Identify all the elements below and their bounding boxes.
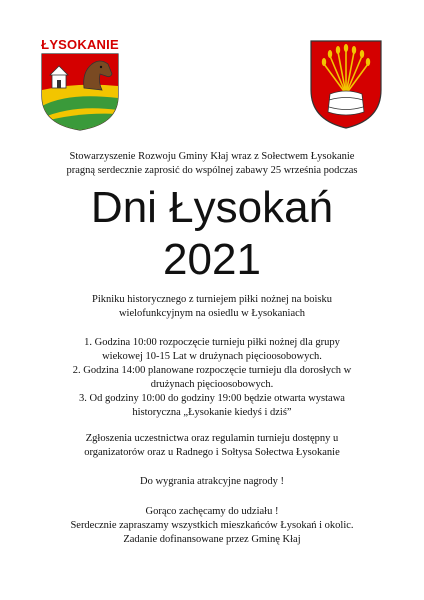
registration-line-2: organizatorów oraz u Radnego i Sołtysa Sołectwa Łysokanie — [84, 447, 340, 458]
program-item — [42, 364, 382, 392]
gmina-klaj-crest — [308, 38, 384, 130]
crest-label: ŁYSOKANIE — [41, 37, 119, 52]
program-item-line-2: wiekowej 10-15 Lat w drużynach pięcioosobowych. — [102, 351, 322, 362]
program-item-line-2: historyczna „Łysokanie kiedyś i dziś” — [132, 407, 292, 418]
program-item — [42, 336, 382, 364]
picnic-line-2: wielofunkcyjnym na osiedlu w Łysokaniach — [118, 308, 306, 319]
closing-line-1: Gorąco zachęcamy do udziału ! — [145, 506, 279, 517]
program-item-line-1: 3. Od godziny 10:00 do godziny 19:00 będzie otwarta wystawa — [79, 393, 345, 404]
event-title: Dni Łysokań — [90, 183, 334, 232]
lysokanie-crest-horse-house-icon — [38, 52, 122, 132]
closing-line-2: Serdecznie zapraszamy wszystkich mieszkańców Łysokań i okolic. — [70, 520, 354, 531]
program-list — [0, 336, 424, 420]
prizes-text: Do wygrania atrakcyjne nagrody ! — [139, 476, 285, 487]
picnic-line-1: Pikniku historycznego z turniejem piłki nożnej na boisku — [92, 294, 332, 305]
intro-line-2: pragną serdecznie zaprosić do wspólnej zabawy 25 września podczas — [66, 165, 358, 176]
closing-line-3: Zadanie dofinansowane przez Gminę Kłaj — [123, 534, 301, 545]
intro-line-1: Stowarzyszenie Rozwoju Gminy Kłaj wraz z Sołectwem Łysokanie — [69, 151, 355, 162]
picnic-description — [0, 293, 424, 321]
registration-info — [0, 432, 424, 460]
program-item — [42, 392, 382, 420]
lysokanie-crest — [38, 38, 122, 132]
intro-text — [0, 150, 424, 178]
registration-line-1: Zgłoszenia uczestnictwa oraz regulamin turnieju dostępny u — [85, 433, 339, 444]
program-item-line-1: 1. Godzina 10:00 rozpoczęcie turnieju piłki nożnej dla grupy — [84, 337, 340, 348]
program-item-line-1: 2. Godzina 14:00 planowane rozpoczęcie turnieju dla dorosłych w — [72, 365, 352, 376]
closing-text — [0, 505, 424, 547]
program-item-line-2: drużynach pięcioosobowych. — [150, 379, 274, 390]
event-year: 2021 — [163, 235, 261, 284]
gmina-klaj-crest-barrel-wheat-icon — [308, 38, 384, 130]
